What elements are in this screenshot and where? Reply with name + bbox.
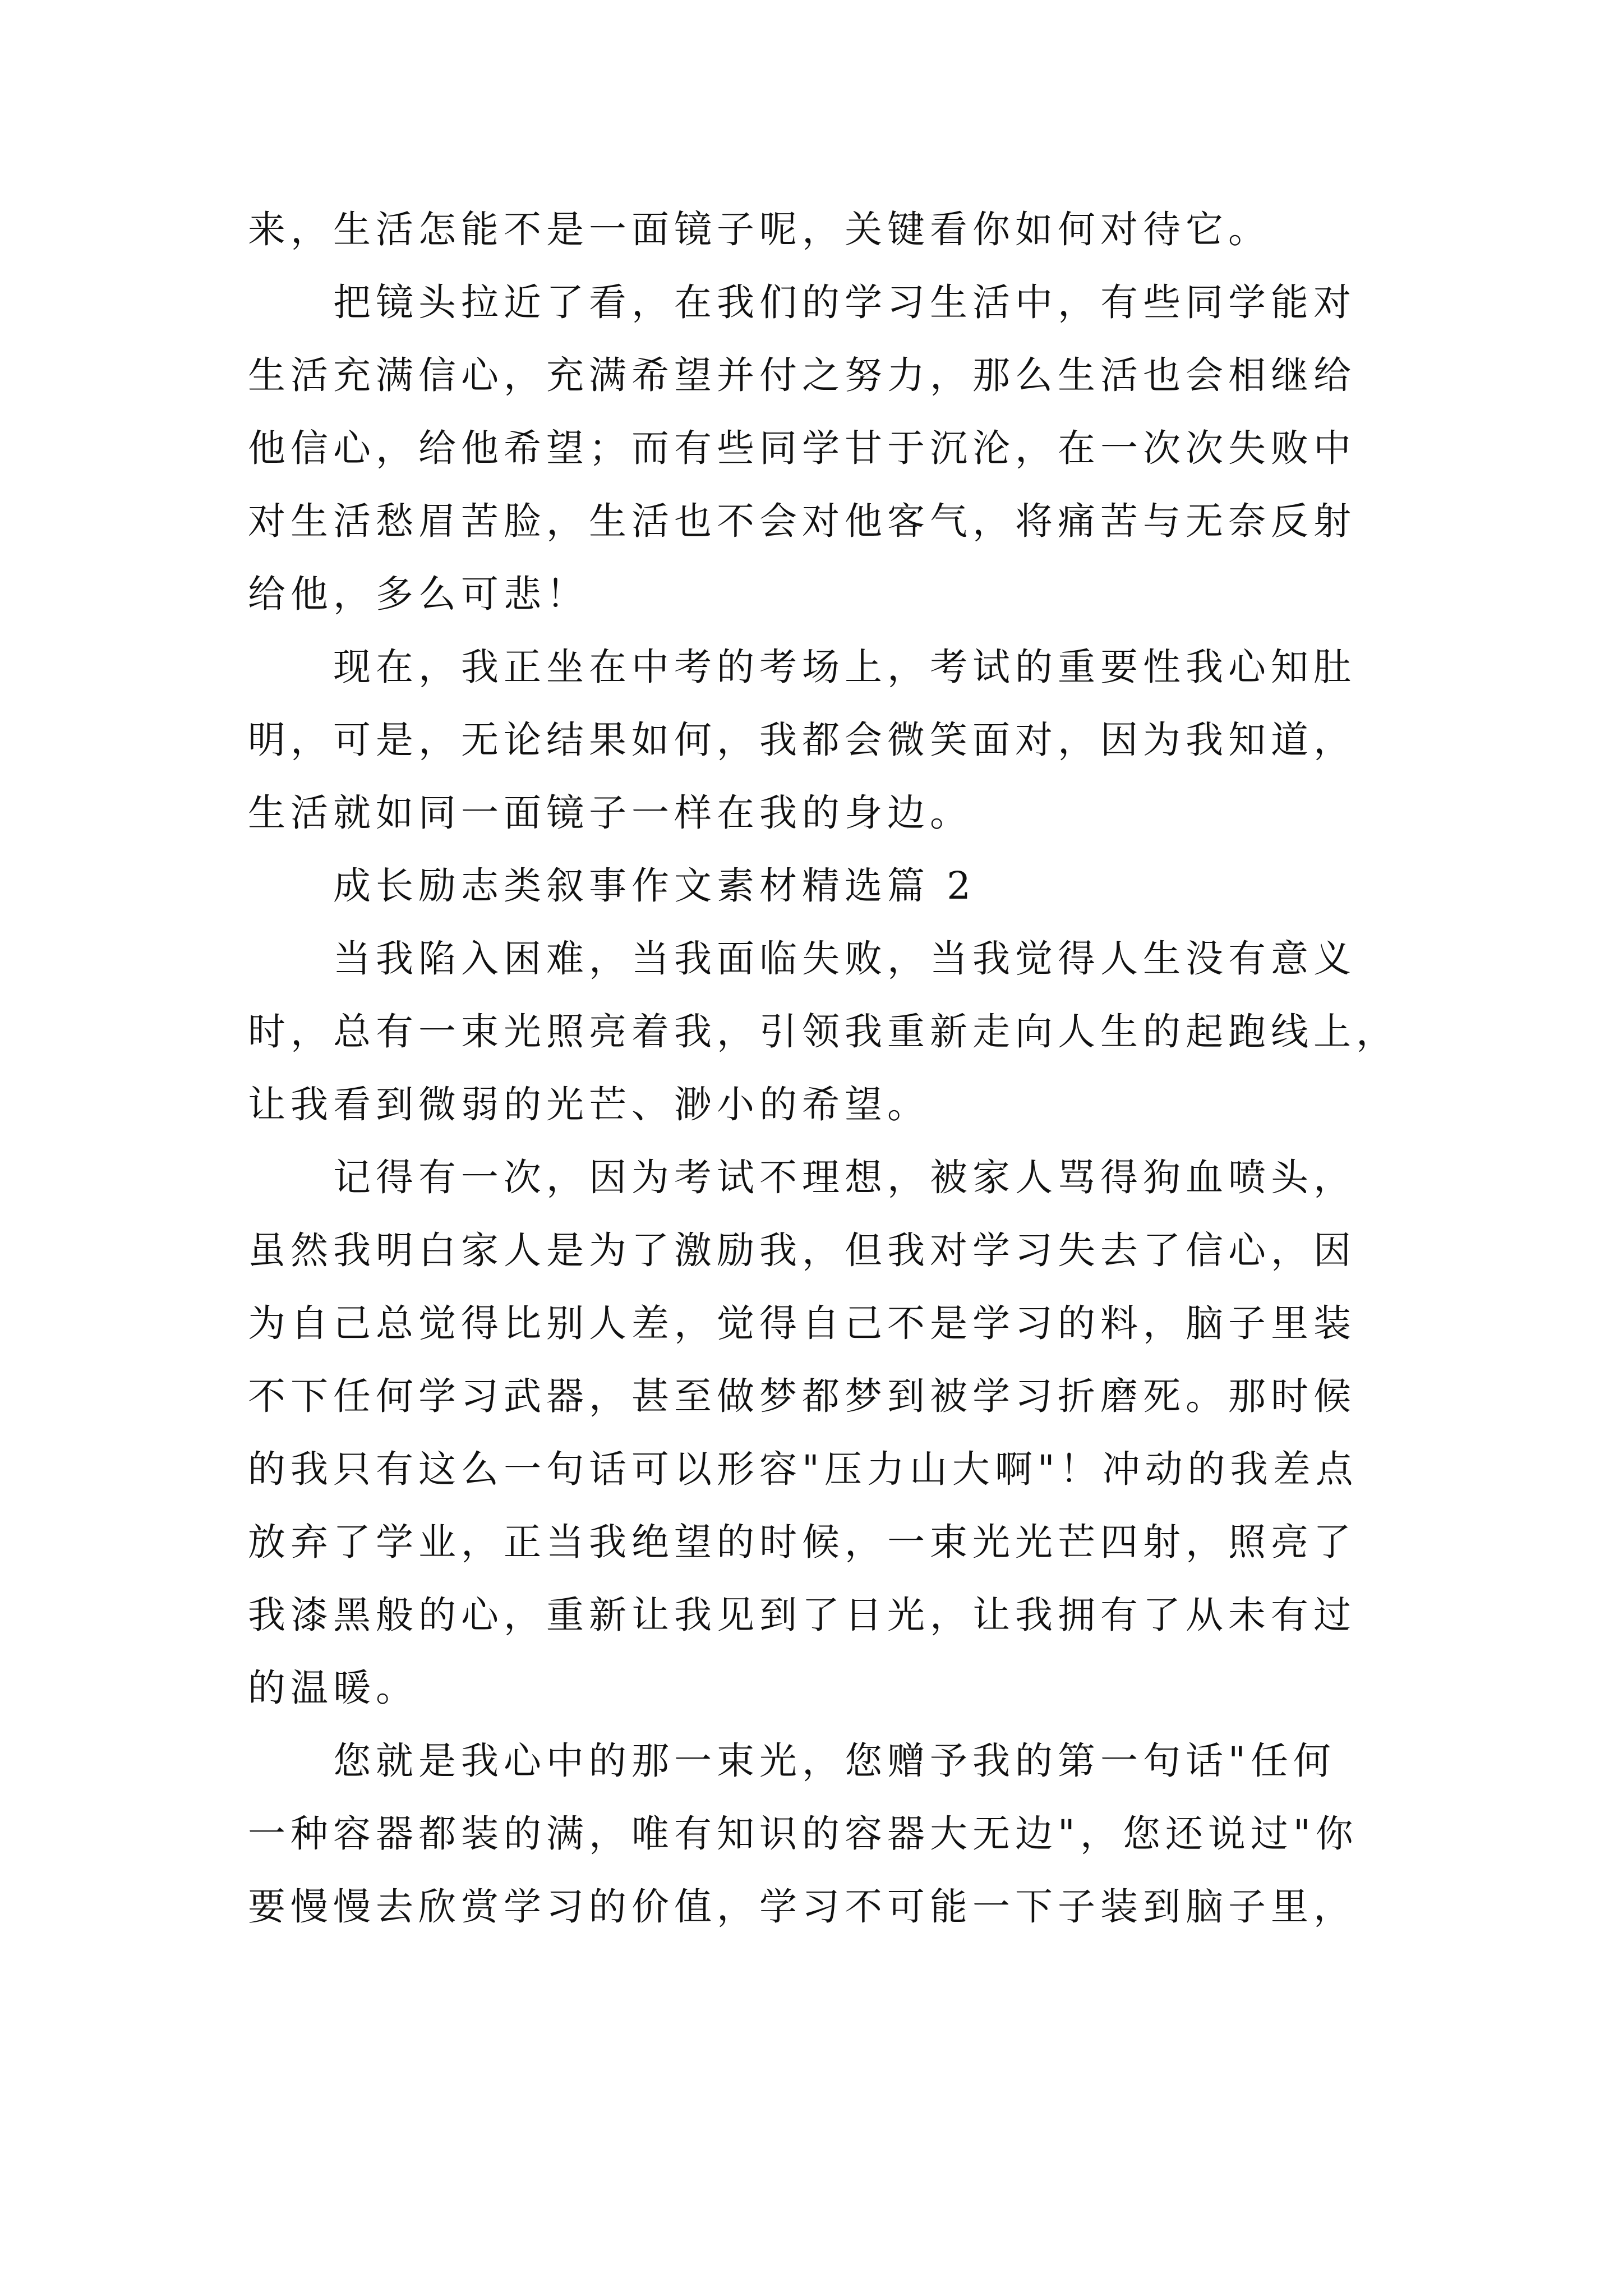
text-line: 我漆黑般的心，重新让我见到了日光，让我拥有了从未有过 — [248, 1593, 1356, 1637]
text-line: 不下任何学习武器，甚至做梦都梦到被学习折磨死。那时候 — [248, 1374, 1356, 1418]
text-line: 生活就如同一面镜子一样在我的身边。 — [248, 791, 972, 835]
section-heading: 成长励志类叙事作文素材精选篇 2 — [333, 864, 976, 908]
text-line: 一种容器都装的满，唯有知识的容器大无边"，您还说过"你 — [248, 1812, 1358, 1856]
text-line: 生活充满信心，充满希望并付之努力，那么生活也会相继给 — [248, 353, 1356, 397]
text-line: 您就是我心中的那一束光，您赠予我的第一句话"任何 — [333, 1739, 1336, 1783]
text-line: 的我只有这么一句话可以形容"压力山大啊"！冲动的我差点 — [248, 1447, 1358, 1491]
text-line: 放弃了学业，正当我绝望的时候，一束光光芒四射，照亮了 — [248, 1520, 1356, 1564]
document-body — [248, 193, 1399, 1943]
text-line: 当我陷入困难，当我面临失败，当我觉得人生没有意义 — [333, 937, 1356, 981]
text-line: 现在，我正坐在中考的考场上，考试的重要性我心知肚 — [333, 645, 1356, 689]
text-line: 他信心，给他希望；而有些同学甘于沉沦，在一次次失败中 — [248, 426, 1356, 470]
text-line: 对生活愁眉苦脸，生活也不会对他客气，将痛苦与无奈反射 — [248, 499, 1356, 543]
text-line: 时，总有一束光照亮着我，引领我重新走向人生的起跑线上， — [248, 1010, 1399, 1053]
text-line: 要慢慢去欣赏学习的价值，学习不可能一下子装到脑子里， — [248, 1885, 1356, 1929]
text-line: 把镜头拉近了看，在我们的学习生活中，有些同学能对 — [333, 280, 1356, 324]
text-line: 为自己总觉得比别人差，觉得自己不是学习的料，脑子里装 — [248, 1301, 1356, 1345]
text-line: 明，可是，无论结果如何，我都会微笑面对，因为我知道， — [248, 718, 1356, 762]
text-line: 记得有一次，因为考试不理想，被家人骂得狗血喷头， — [333, 1156, 1356, 1199]
text-line: 来，生活怎能不是一面镜子呢，关键看你如何对待它。 — [248, 208, 1271, 251]
text-line: 的温暖。 — [248, 1666, 418, 1710]
text-line: 让我看到微弱的光芒、渺小的希望。 — [248, 1083, 930, 1126]
text-line: 给他，多么可悲！ — [248, 572, 589, 616]
text-line: 虽然我明白家人是为了激励我，但我对学习失去了信心，因 — [248, 1228, 1356, 1272]
